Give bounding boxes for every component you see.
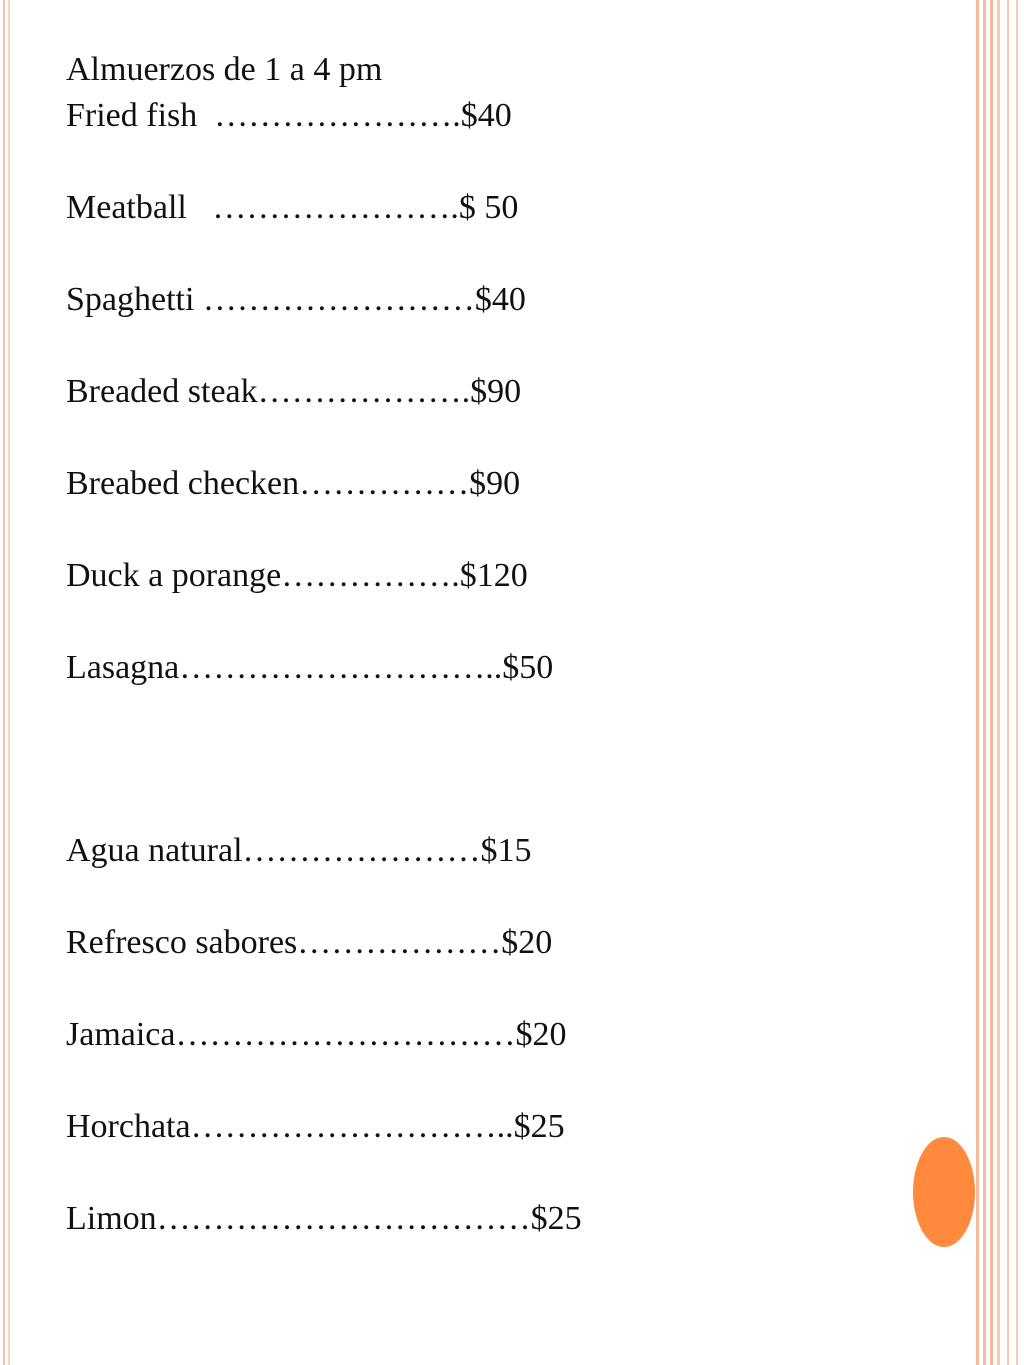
- food-item-meatball: Meatball ………………….$ 50: [66, 189, 519, 226]
- right-border-line: [1016, 0, 1018, 1365]
- lunch-hours-heading: Almuerzos de 1 a 4 pm: [66, 51, 383, 88]
- right-border-line: [983, 0, 986, 1365]
- right-border-line: [990, 0, 993, 1365]
- right-border-line: [1007, 0, 1009, 1365]
- left-border-line: [8, 0, 10, 1365]
- drink-item-refresco: Refresco sabores………………$20: [66, 924, 553, 961]
- food-item-breaded-chicken: Breabed checken……………$90: [66, 465, 521, 502]
- food-item-spaghetti: Spaghetti ……………………$40: [66, 281, 526, 318]
- left-border-line: [3, 0, 5, 1365]
- food-item-fried-fish: Fried fish ………………….$40: [66, 97, 512, 134]
- food-item-breaded-steak: Breaded steak……………….$90: [66, 373, 522, 410]
- right-border-line: [976, 0, 979, 1365]
- right-border-line: [997, 0, 1000, 1365]
- drink-item-horchata: Horchata………………………..$25: [66, 1108, 565, 1145]
- decorative-orange-oval: [913, 1137, 975, 1247]
- drink-item-agua-natural: Agua natural…………………$15: [66, 832, 532, 869]
- drink-item-limon: Limon……………………………$25: [66, 1200, 582, 1237]
- drink-item-jamaica: Jamaica…………………………$20: [66, 1016, 567, 1053]
- food-item-lasagna: Lasagna………………………..$50: [66, 649, 554, 686]
- food-item-duck: Duck a porange…………….$120: [66, 557, 528, 594]
